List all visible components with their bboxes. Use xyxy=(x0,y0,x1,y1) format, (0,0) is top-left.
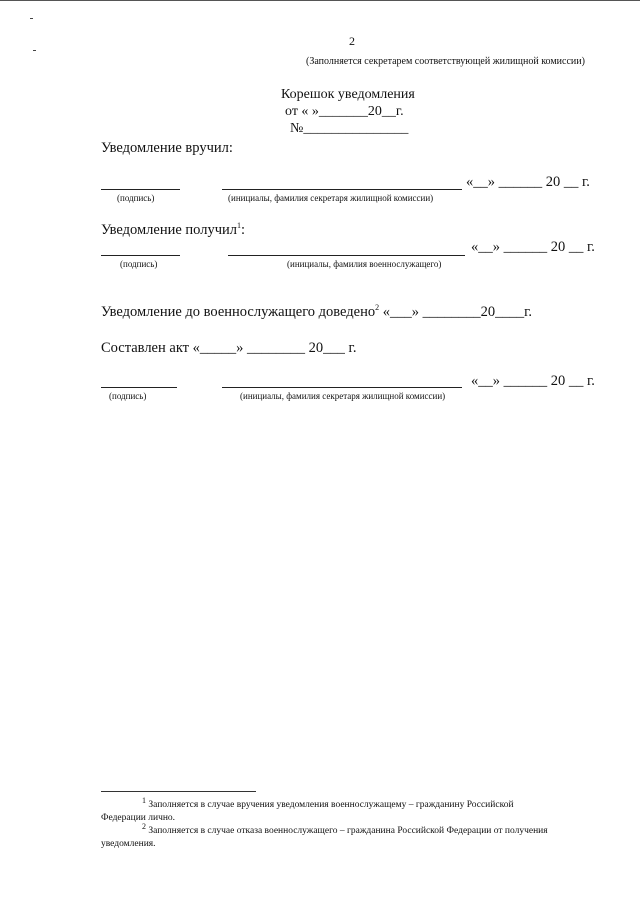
act-statement: Составлен акт «_____» ________ 20___ г. xyxy=(101,340,357,356)
scan-mark xyxy=(33,50,36,51)
name-caption: (инициалы, фамилия секретаря жилищной комиссии) xyxy=(228,193,434,203)
date-fill: «__» ______ 20 __ г. xyxy=(471,239,595,255)
footnote-ref: 1 xyxy=(237,221,242,231)
section-heading-delivered: Уведомление вручил: xyxy=(101,140,233,156)
name-caption: (инициалы, фамилия секретаря жилищной комиссии) xyxy=(240,391,446,401)
footnote-2-cont: уведомления. xyxy=(101,839,156,849)
page-top-border xyxy=(0,0,640,1)
header-note: (Заполняется секретарем соответствующей жилищной комиссии) xyxy=(306,56,585,67)
date-fill: «__» ______ 20 __ г. xyxy=(471,373,595,389)
signature-caption: (подпись) xyxy=(117,193,155,203)
footnote-ref: 2 xyxy=(375,303,380,313)
number-line: №_______________ xyxy=(290,121,409,136)
date-fill: «__» ______ 20 __ г. xyxy=(466,174,590,190)
footnote-1-cont: Федерации лично. xyxy=(101,813,176,823)
name-caption: (инициалы, фамилия военнослужащего) xyxy=(287,259,442,269)
signature-caption: (подпись) xyxy=(109,391,147,401)
section-heading-received: Уведомление получил$^1$: xyxy=(101,221,246,238)
page-number: 2 xyxy=(349,34,355,48)
name-line xyxy=(222,189,462,190)
signature-line xyxy=(101,255,180,256)
signature-line xyxy=(101,189,180,190)
footnote-1: $^1$ Заполняется в случае вручения уведомления военнослужащему – гражданину Российской xyxy=(142,795,514,810)
footnote-separator xyxy=(101,791,256,792)
signature-caption: (подпись) xyxy=(120,259,158,269)
document-title: Корешок уведомления xyxy=(281,87,415,102)
name-line xyxy=(222,387,462,388)
scan-mark xyxy=(30,18,33,19)
delivered-statement: Уведомление до военнослужащего доведено$^2$ «___» ________20____г. xyxy=(101,303,533,320)
signature-line xyxy=(101,387,177,388)
name-line xyxy=(228,255,465,256)
footnote-2: $^2$ Заполняется в случае отказа военнослужащего – гражданина Российской Федерации от получения xyxy=(142,821,548,836)
date-line: от « »_______20__г. xyxy=(285,104,404,119)
